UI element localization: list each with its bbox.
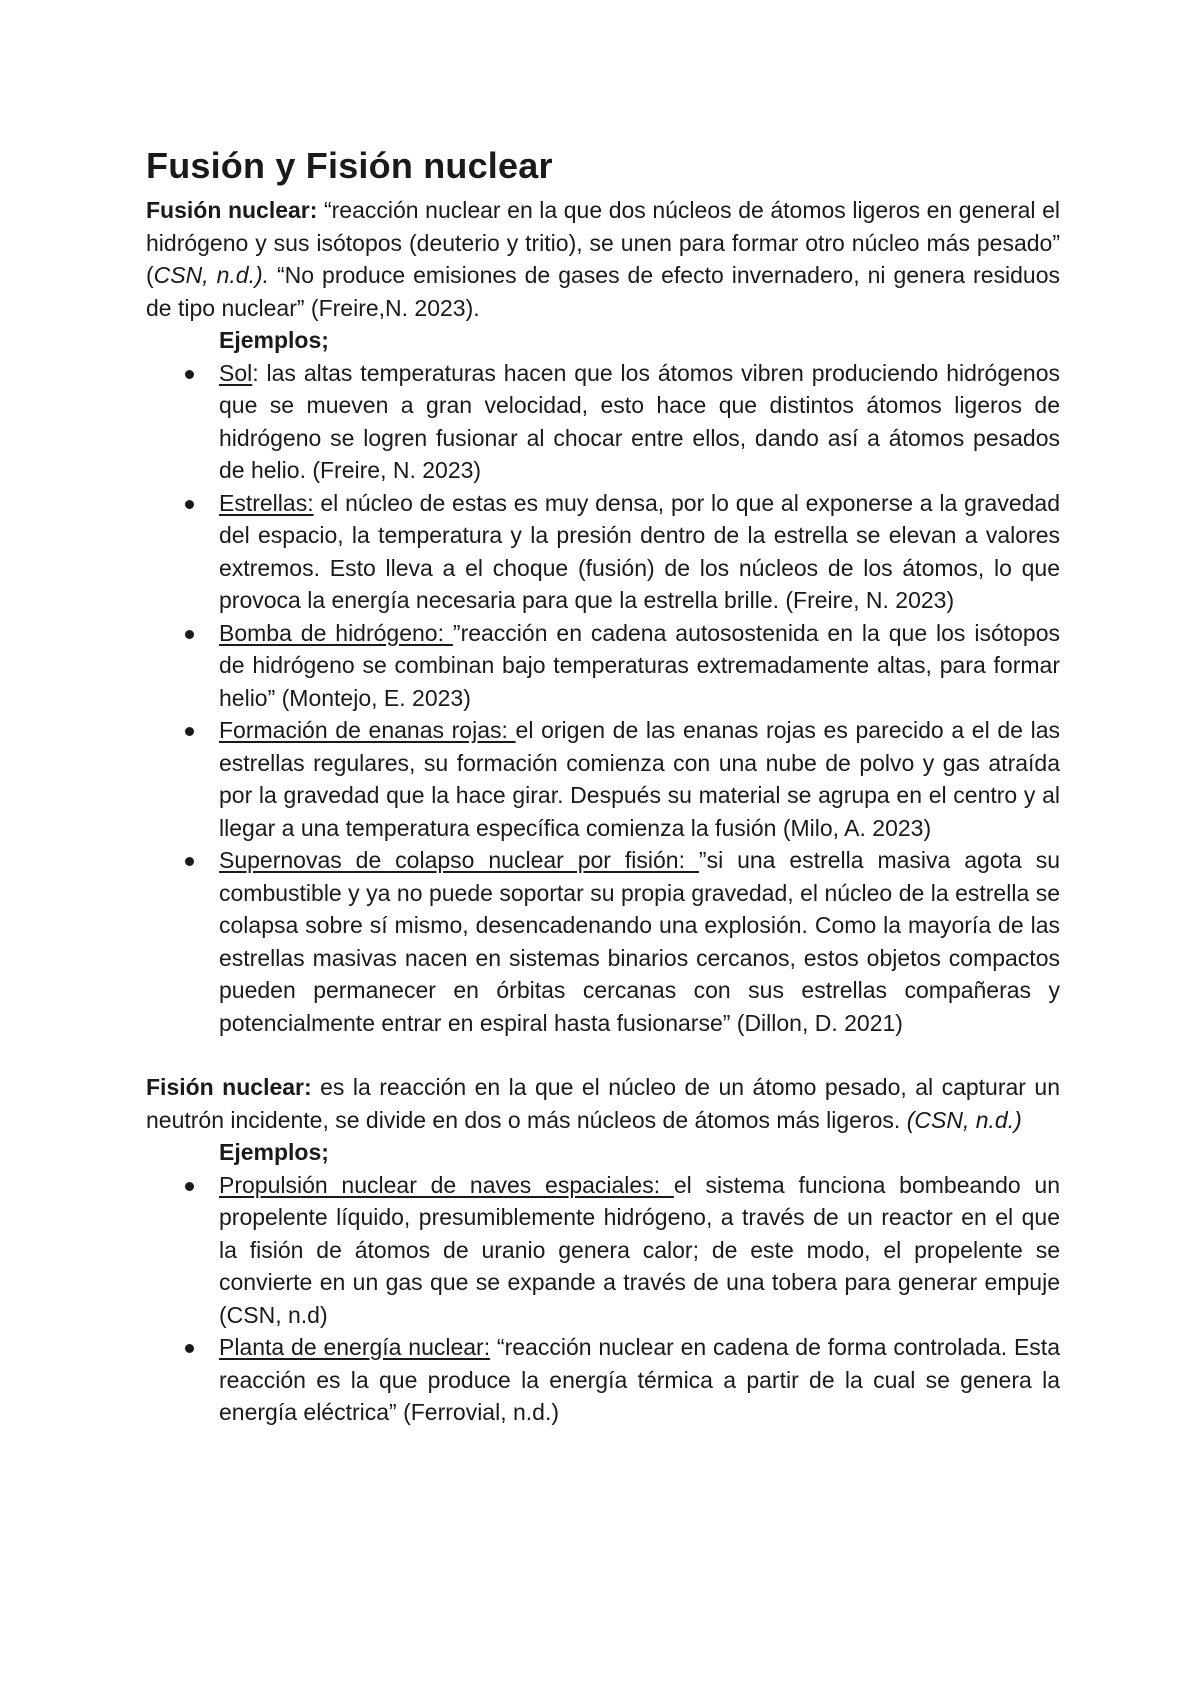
example-heading: Bomba de hidrógeno: <box>219 619 453 646</box>
fusion-def-citation: CSN, n.d.). <box>153 262 270 288</box>
fision-def-citation: (CSN, n.d.) <box>906 1106 1022 1133</box>
example-text: ”reacción en cadena autosostenida en la que los isótopos de hidrógeno se combinan bajo temperaturas extremadamente altas, para formar helio” (Montejo, E. 2023) <box>219 619 1061 711</box>
example-text: el origen de las enanas rojas es parecido a el de las estrellas regulares, su formación comienza con una nube de polvo y gas atraída por la gravedad que la hace girar. Después su material se agrupa en el centro y al llegar a una temperatura específica comienza la fusión (Milo, A. 2023) <box>219 717 1060 841</box>
bullet-icon <box>185 1182 194 1191</box>
list-item <box>146 487 1060 617</box>
bullet-icon <box>185 370 194 379</box>
example-text: : las altas temperaturas hacen que los átomos vibren produciendo hidrógenos que se mueven a gran velocidad, esto hace que distintos átomos ligeros de hidrógeno se logren fusionar al chocar entre ellos, dando así a átomos pesados de helio. (Freire, N. 2023) <box>219 359 1060 483</box>
page-title: Fusión y Fisión nuclear <box>146 145 553 186</box>
fision-examples-label: Ejemplos; <box>219 1139 329 1165</box>
bullet-icon <box>185 630 194 639</box>
list-item <box>146 1331 1060 1429</box>
fusion-examples-list <box>146 357 1060 1040</box>
example-heading: Planta de energía nuclear: <box>219 1334 491 1360</box>
list-item <box>146 714 1060 844</box>
example-heading: Supernovas de colapso nuclear por fisión: <box>219 847 699 873</box>
fusion-definition <box>146 194 1060 324</box>
example-text: el núcleo de estas es muy densa, por lo que al exponerse a la gravedad del espacio, la temperatura y la presión dentro de la estrella se elevan a valores extremos. Esto lleva a el choque (fusión) de los núcleos de los átomos, lo que provoca la energía necesaria para que la estrella brille. (Freire, N. 2023) <box>219 489 1060 613</box>
list-item <box>146 357 1060 487</box>
fusion-def-text: “reacción nuclear en la que dos núcleos de átomos ligeros en general el hidrógeno y sus isótopos (deuterio y tritio), se unen para formar otro núcleo más pesado” ( <box>146 197 1060 288</box>
example-heading: Propulsión nuclear de naves espaciales: <box>219 1171 674 1198</box>
document-page <box>146 142 1060 1429</box>
example-text: “reacción nuclear en cadena de forma controlada. Esta reacción es la que produce la energía térmica a partir de la cual se genera la energía eléctrica” (Ferrovial, n.d.) <box>219 1334 1060 1425</box>
bullet-icon <box>185 1344 194 1353</box>
bullet-icon <box>185 857 194 866</box>
fision-term: Fisión nuclear: <box>146 1074 312 1100</box>
fusion-examples-label: Ejemplos; <box>219 327 329 353</box>
fusion-def-text-2: “No produce emisiones de gases de efecto invernadero, ni genera residuos de tipo nuclear” (Freire,N. 2023). <box>146 262 1060 321</box>
list-item <box>146 844 1060 1039</box>
example-text: ”si una estrella masiva agota su combustible y ya no puede soportar su propia gravedad, el núcleo de la estrella se colapsa sobre sí mismo, desencadenando una explosión. Como la mayoría de las estrellas masivas nacen en sistemas binarios cercanos, estos objetos compactos pueden permanecer en órbitas cercanas con sus estrellas compañeras y potencialmente entrar en espiral hasta fusionarse” (Dillon, D. 2021) <box>219 847 1060 1036</box>
fision-examples-list <box>146 1169 1060 1429</box>
bullet-icon <box>185 500 194 509</box>
example-heading: Sol <box>219 359 253 386</box>
list-item <box>146 1169 1060 1332</box>
example-heading: Formación de enanas rojas: <box>219 717 516 743</box>
bullet-icon <box>185 727 194 736</box>
fision-def-text: es la reacción en la que el núcleo de un átomo pesado, al capturar un neutrón incidente, se divide en dos o más núcleos de átomos más ligeros. <box>146 1074 1060 1133</box>
list-item <box>146 617 1060 715</box>
fusion-term: Fusión nuclear: <box>146 197 318 223</box>
fision-definition <box>146 1071 1060 1136</box>
example-text: el sistema funciona bombeando un propelente líquido, presumiblemente hidrógeno, a través de un reactor en el que la fisión de átomos de uranio genera calor; de este modo, el propelente se convierte en un gas que se expande a través de una tobera para generar empuje (CSN, n.d) <box>219 1171 1060 1328</box>
example-heading: Estrellas: <box>219 489 314 516</box>
section-spacer <box>146 1039 1060 1071</box>
